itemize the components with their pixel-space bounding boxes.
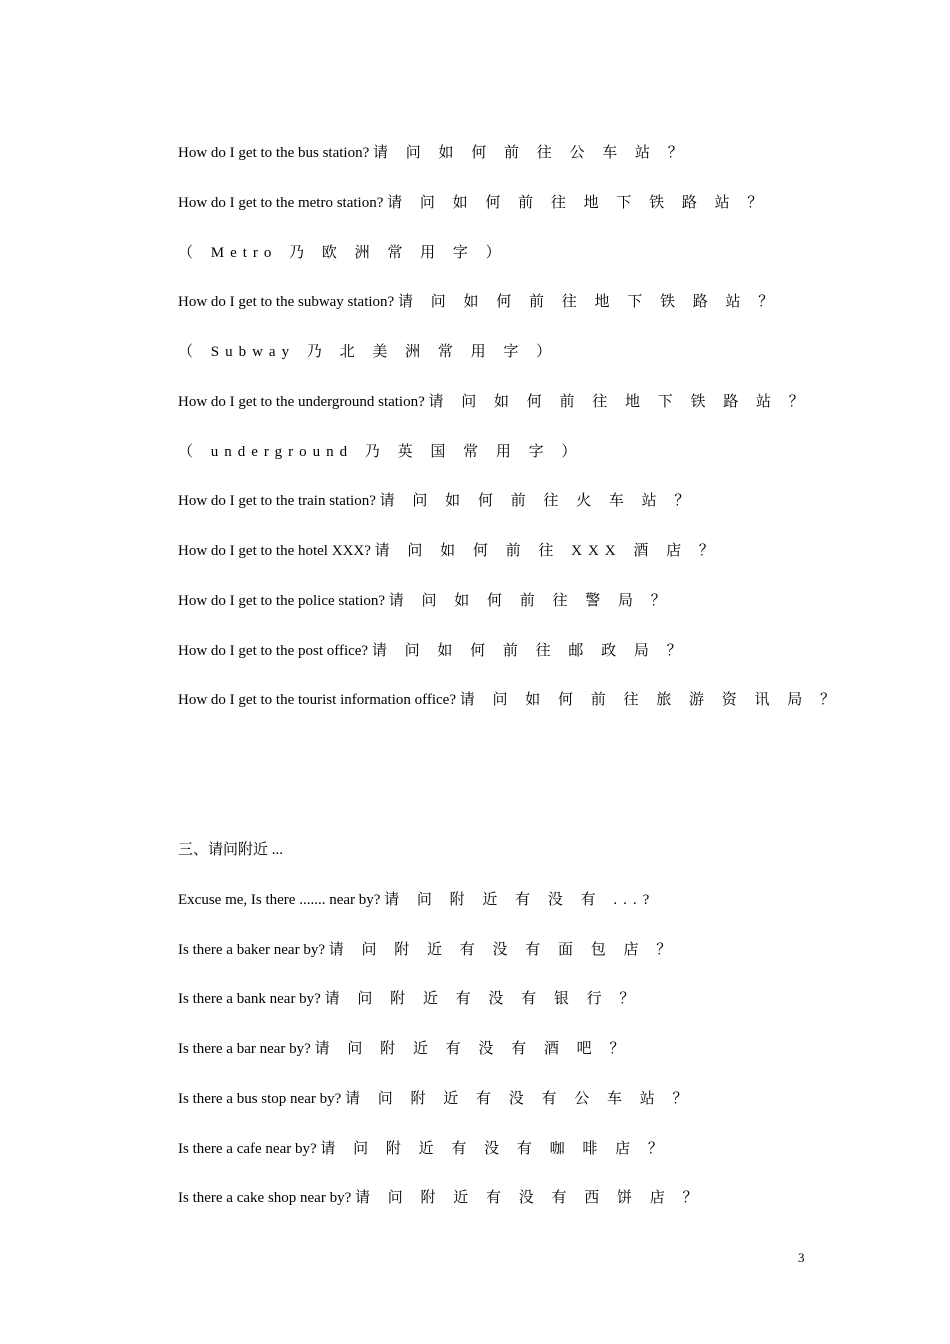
note-text: （ Metro 乃 欧 洲 常 用 字 ）: [178, 245, 507, 261]
phrase-zh: 请 问 附 近 有 没 有 银 行 ？: [324, 991, 641, 1007]
phrase-zh: 请 问 如 何 前 往 火 车 站 ？: [379, 493, 696, 509]
phrase-line-underground-station: [178, 392, 810, 412]
phrase-zh: 请 问 如 何 前 往 公 车 站 ？: [372, 145, 689, 161]
phrase-zh: 请 问 如 何 前 往 地 下 铁 路 站 ？: [428, 394, 810, 410]
phrase-line-bus-station: [178, 143, 689, 163]
note-text: （ underground 乃 英 国 常 用 字 ）: [178, 444, 583, 460]
page-number: 3: [798, 1250, 805, 1265]
phrase-zh: 请 问 如 何 前 往 邮 政 局 ？: [371, 643, 688, 659]
phrase-en: Is there a cake shop near by?: [178, 1190, 352, 1206]
phrase-en: Is there a bank near by?: [178, 991, 321, 1007]
phrase-en: How do I get to the train station?: [178, 493, 376, 509]
phrase-zh: 请 问 如 何 前 往 地 下 铁 路 站 ？: [387, 195, 769, 211]
phrase-zh: 请 问 附 近 有 没 有 咖 啡 店 ？: [320, 1141, 669, 1157]
phrase-en: How do I get to the post office?: [178, 643, 369, 659]
phrase-zh: 请 问 如 何 前 往 地 下 铁 路 站 ？: [397, 294, 780, 310]
note-line-metro: [178, 243, 507, 263]
phrase-line-train-station: [178, 491, 695, 511]
phrase-zh: 请 问 附 近 有 没 有 ...?: [384, 892, 656, 908]
phrase-en: How do I get to the police station?: [178, 593, 386, 609]
phrase-line-cafe: [178, 1139, 669, 1159]
phrase-en: Excuse me, Is there ....... near by?: [178, 892, 381, 908]
phrase-line-police-station: [178, 591, 672, 611]
note-line-subway: [178, 342, 557, 362]
phrase-line-bank: [178, 989, 640, 1009]
phrase-zh: 请 问 附 近 有 没 有 酒 吧 ？: [314, 1041, 631, 1057]
phrase-en: Is there a cafe near by?: [178, 1141, 317, 1157]
phrase-line-subway-station: [178, 292, 779, 312]
phrase-line-bar: [178, 1039, 630, 1059]
phrase-line-cake-shop: [178, 1188, 704, 1208]
phrase-zh: 请 问 附 近 有 没 有 西 饼 店 ？: [355, 1190, 704, 1206]
phrase-en: Is there a bar near by?: [178, 1041, 311, 1057]
phrase-zh: 请 问 如 何 前 往 警 局 ？: [388, 593, 672, 609]
phrase-en: Is there a baker near by?: [178, 942, 325, 958]
phrase-line-baker: [178, 940, 677, 960]
section-heading-nearby: 三、请问附近 ...: [178, 842, 284, 858]
note-line-underground: [178, 442, 582, 462]
phrase-zh: 请 问 附 近 有 没 有 面 包 店 ？: [328, 942, 678, 958]
phrase-en: How do I get to the bus station?: [178, 145, 370, 161]
phrase-en: Is there a bus stop near by?: [178, 1091, 342, 1107]
phrase-zh: 请 问 如 何 前 往 旅 游 资 讯 局 ？: [459, 692, 842, 708]
note-text: （ Subway 乃 北 美 洲 常 用 字 ）: [178, 344, 558, 360]
phrase-en: How do I get to the subway station?: [178, 294, 395, 310]
phrase-line-metro-station: [178, 193, 768, 213]
phrase-zh: 请 问 附 近 有 没 有 公 车 站 ？: [345, 1091, 694, 1107]
phrase-zh: 请 问 如 何 前 往 XXX 酒 店 ？: [374, 543, 720, 559]
phrase-line-nearby-general: [178, 890, 655, 910]
phrase-en: How do I get to the underground station?: [178, 394, 425, 410]
phrase-line-post-office: [178, 641, 688, 661]
phrase-en: How do I get to the hotel XXX?: [178, 543, 371, 559]
phrase-en: How do I get to the metro station?: [178, 195, 384, 211]
phrase-en: How do I get to the tourist information office?: [178, 692, 456, 708]
phrase-line-hotel: [178, 541, 720, 561]
phrase-line-bus-stop: [178, 1089, 694, 1109]
phrase-line-tourist-office: [178, 690, 841, 710]
